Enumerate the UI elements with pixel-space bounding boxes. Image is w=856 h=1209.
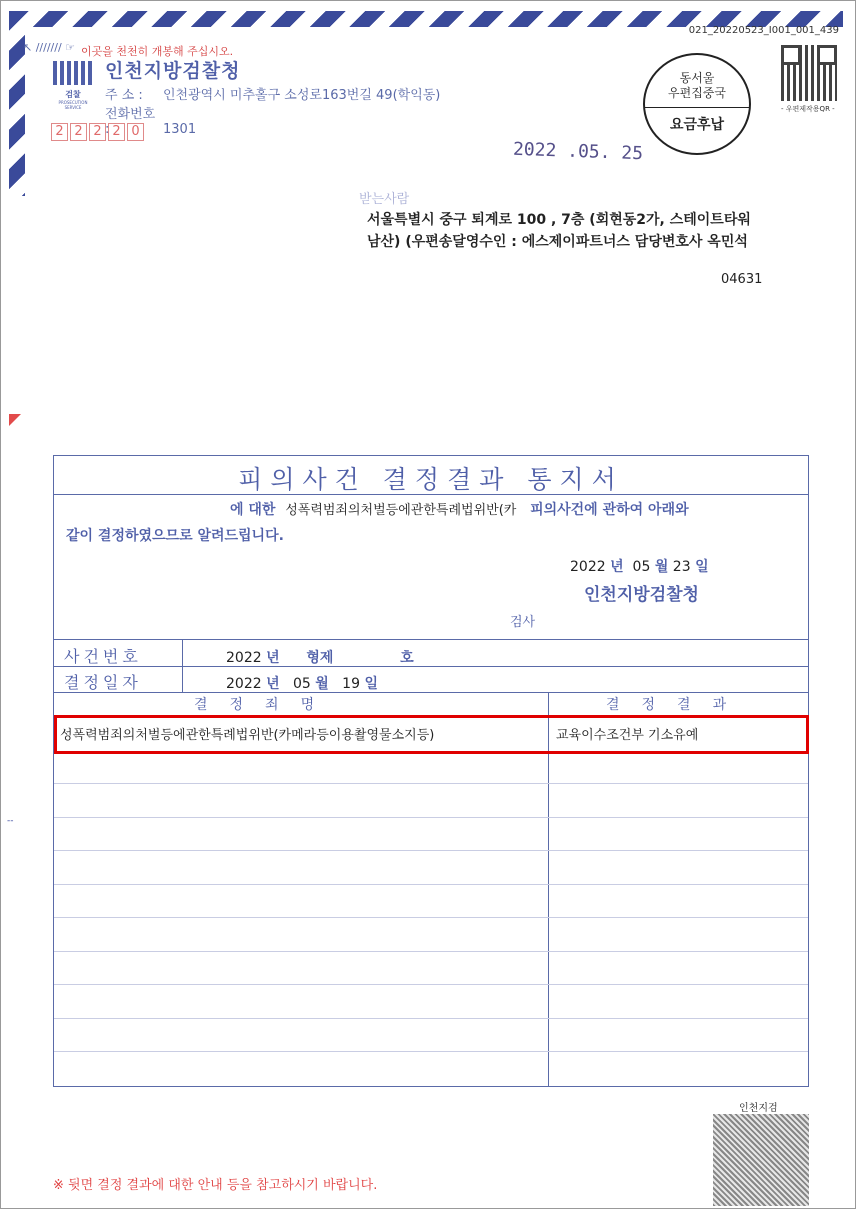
sender-phone: 전화번호 : 1301 (105, 107, 197, 137)
open-notice: 이곳을 천천히 개봉해 주십시오. (81, 45, 234, 58)
recipient-address: 서울특별시 중구 퇴계로 100 , 7층 (회현동2가, 스테이트타워 남산) (우편송달영수인 : 에스제이파트너스 담당변호사 옥민석 (367, 212, 751, 250)
table-row-result: 교육이수조건부 기소유예 (556, 728, 699, 743)
decision-date-label: 결정일자 (64, 673, 142, 692)
airmail-stripe-left (9, 11, 25, 196)
qr-label: - 우편제작용QR - (781, 105, 835, 113)
issuer: 인천지방검찰청 (584, 585, 699, 605)
punch-mark: -- (7, 816, 14, 826)
decision-date-value: 2022 년 05 월 19 일 (226, 676, 378, 692)
case-number-label: 사건번호 (64, 647, 142, 666)
postmark: 동서울 우편집중국 요금후납 (643, 53, 751, 155)
intro-line-1: 에 대한 성폭력범죄의처벌등에관한특례법위반(카 피의사건에 관하여 아래와 (230, 502, 689, 518)
prosecution-logo: 검찰 PROSECUTION SERVICE (53, 61, 93, 107)
table-header-crime: 결정죄명 (194, 697, 337, 713)
seal-label: 인천지검 (739, 1103, 778, 1114)
intro-line-2: 같이 결정하였으므로 알려드립니다. (66, 528, 284, 544)
fold-mark (9, 414, 21, 426)
recipient-postcode: 04631 (721, 272, 763, 287)
prosecutor-label: 검사 (510, 615, 536, 630)
date-stamp: 2022 .05. 25 (512, 138, 644, 165)
sender-org: 인천지방검찰청 (105, 60, 241, 82)
issue-date: 2022 년 05 월 23 일 (570, 559, 709, 575)
decision-form (53, 455, 809, 1087)
case-number-value: 2022 년 형제 호 (226, 650, 414, 666)
highlight-box (54, 715, 809, 754)
footer-note: ※ 뒷면 결정 결과에 대한 안내 등을 참고하시기 바랍니다. (53, 1178, 378, 1193)
sender-postcode: 2 2 2 2 0 (51, 123, 144, 141)
sender-address: 주 소 : 인천광역시 미추홀구 소성로163번길 49(학익동) (105, 88, 441, 103)
form-title: 피의사건 결정결과 통지서 (238, 465, 624, 494)
open-here-icon: ↖ /////// ☞ (23, 41, 76, 54)
recipient-label: 받는사람 (359, 192, 410, 207)
document-id: 021_20220523_I001_001_439 (688, 25, 839, 36)
qr-code-icon (781, 45, 837, 101)
table-header-result: 결정결과 (606, 697, 749, 713)
seal-image (713, 1114, 809, 1206)
table-row-crime: 성폭력범죄의처벌등에관한특례법위반(카메라등이용촬영물소지등) (60, 728, 435, 743)
